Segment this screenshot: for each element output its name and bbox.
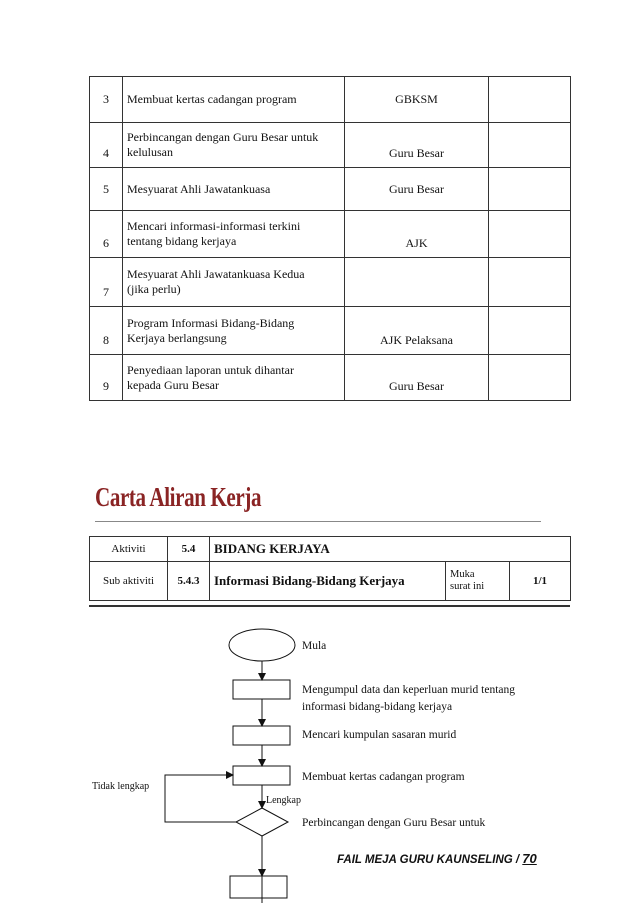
decision-diamond — [236, 808, 288, 836]
activity-name: BIDANG KERJAYA — [210, 537, 571, 562]
page-footer — [337, 851, 537, 866]
sub-activity-code: 5.4.3 — [168, 562, 210, 601]
row-responsible: Guru Besar — [345, 355, 489, 401]
row-responsible: AJK — [345, 211, 489, 258]
page-value: 1/1 — [510, 562, 571, 601]
row-description: Perbincangan dengan Guru Besar untuk kelulusan — [123, 123, 345, 168]
yes-branch-label: Lengkap — [266, 795, 301, 806]
footer-text: FAIL MEJA GURU KAUNSELING / — [337, 854, 523, 866]
no-branch-label: Tidak lengkap — [92, 781, 150, 792]
row-number: 4 — [90, 123, 123, 168]
process-box-3 — [233, 766, 290, 785]
row-number: 9 — [90, 355, 123, 401]
decision-label: Perbincangan dengan Guru Besar untuk — [302, 817, 486, 829]
row-description: Penyediaan laporan untuk dihantar kepada Guru Besar — [123, 355, 345, 401]
start-terminal — [229, 629, 295, 661]
page-number: 70 — [522, 851, 537, 866]
step1-label: Mengumpul data dan keperluan murid tentang informasi bidang-bidang kerjaya — [302, 684, 516, 713]
activity-label: Aktiviti — [90, 537, 168, 562]
row-number: 5 — [90, 168, 123, 211]
process-box-1 — [233, 680, 290, 699]
sub-activity-label: Sub aktiviti — [90, 562, 168, 601]
row-number: 7 — [90, 258, 123, 307]
section-heading: Carta Aliran Kerja — [95, 482, 262, 512]
process-box-2 — [233, 726, 290, 745]
process-box-4 — [230, 876, 287, 898]
feedback-line — [165, 775, 236, 822]
row-responsible: AJK Pelaksana — [345, 307, 489, 355]
row-responsible: GBKSM — [345, 77, 489, 123]
start-label: Mula — [302, 640, 327, 652]
row-number: 8 — [90, 307, 123, 355]
row-responsible: Guru Besar — [345, 168, 489, 211]
row-number: 3 — [90, 77, 123, 123]
step2-label: Mencari kumpulan sasaran murid — [302, 729, 457, 741]
sub-activity-name: Informasi Bidang-Bidang Kerjaya — [210, 562, 446, 601]
row-description: Mesyuarat Ahli Jawatankuasa Kedua (jika perlu) — [123, 258, 345, 307]
row-number: 6 — [90, 211, 123, 258]
step3-label: Membuat kertas cadangan program — [302, 771, 465, 783]
row-description: Program Informasi Bidang-Bidang Kerjaya berlangsung — [123, 307, 345, 355]
row-responsible: Guru Besar — [345, 123, 489, 168]
row-description: Membuat kertas cadangan program — [123, 77, 345, 123]
activity-code: 5.4 — [168, 537, 210, 562]
row-description: Mesyuarat Ahli Jawatankuasa — [123, 168, 345, 211]
page-label: Muka surat ini — [446, 562, 510, 601]
row-description: Mencari informasi-informasi terkini tentang bidang kerjaya — [123, 211, 345, 258]
